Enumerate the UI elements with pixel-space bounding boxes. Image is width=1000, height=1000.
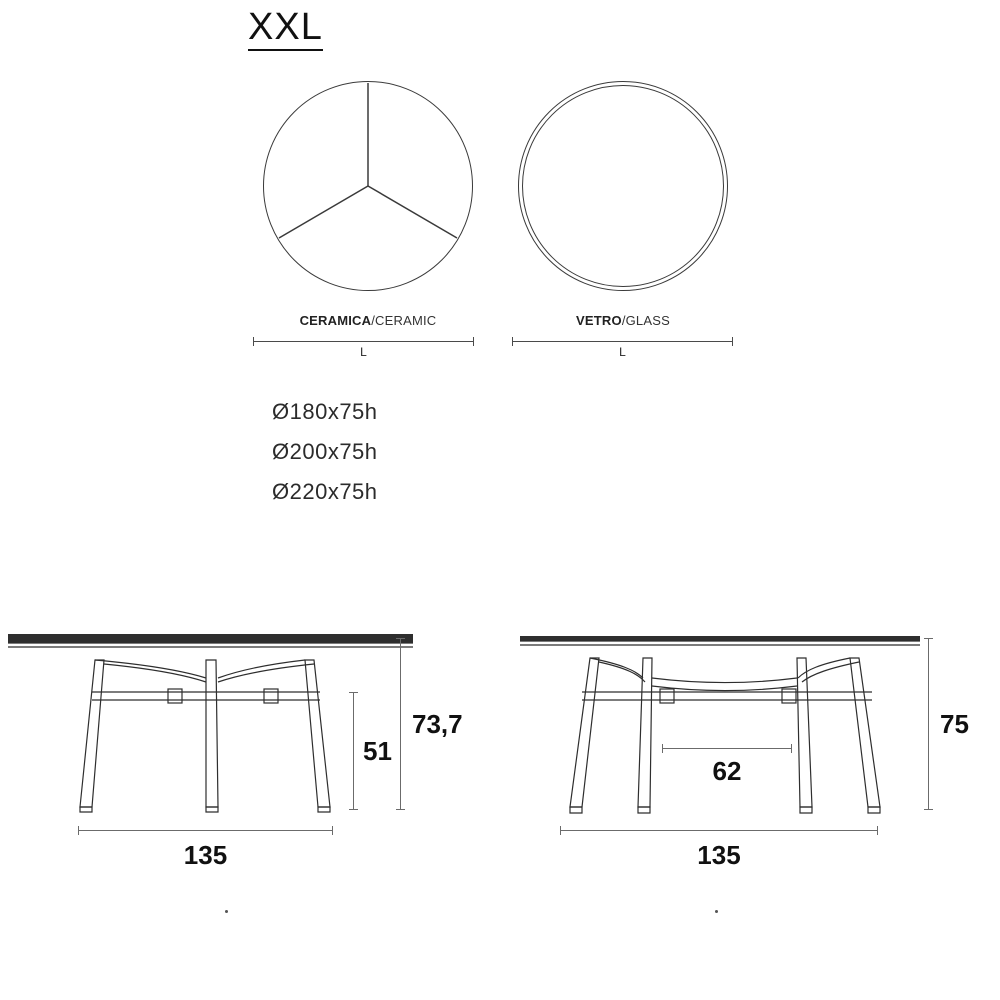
ceramic-dim-label: L (360, 345, 367, 359)
plan-view-glass (518, 81, 728, 291)
ceramic-segment-lines (263, 81, 473, 291)
caption-ceramic-light: /CERAMIC (371, 313, 437, 328)
size-list (272, 392, 378, 512)
caption-glass-bold: VETRO (576, 313, 622, 328)
ceramic-height-51-line (353, 692, 354, 810)
ceramic-height-737-label: 73,7 (412, 709, 463, 739)
glass-span-62-label: 62 (712, 756, 742, 786)
ceramic-height-51-label: 51 (363, 736, 392, 766)
glass-dim-label: L (619, 345, 626, 359)
elevation-glass (510, 612, 990, 870)
center-dot-right (715, 910, 718, 913)
elevation-ceramic (0, 612, 470, 870)
size-option-2: Ø200x75h (272, 439, 378, 464)
page-title: XXL (248, 8, 323, 51)
size-option-1: Ø180x75h (272, 399, 378, 424)
caption-ceramic (263, 313, 473, 328)
caption-ceramic-bold: CERAMICA (299, 313, 372, 328)
center-dot-left (225, 910, 228, 913)
plan-view-ceramic (263, 81, 473, 291)
glass-height-75-line (928, 638, 929, 810)
caption-glass (518, 313, 728, 328)
caption-glass-light: /GLASS (621, 313, 670, 328)
size-option-3: Ø220x75h (272, 479, 378, 504)
glass-width-dimline (512, 341, 733, 342)
glass-top-inner-outline (522, 85, 724, 287)
elevation-glass-drawing (510, 612, 990, 842)
ceramic-height-737-line (400, 638, 401, 810)
ceramic-width-label: 135 (183, 840, 228, 870)
glass-height-75-label: 75 (940, 709, 969, 739)
glass-width-line (560, 830, 878, 831)
ceramic-width-dimline (253, 341, 474, 342)
glass-width-label: 135 (697, 840, 741, 870)
glass-span-62-line (662, 748, 792, 749)
ceramic-width-line (78, 830, 333, 831)
